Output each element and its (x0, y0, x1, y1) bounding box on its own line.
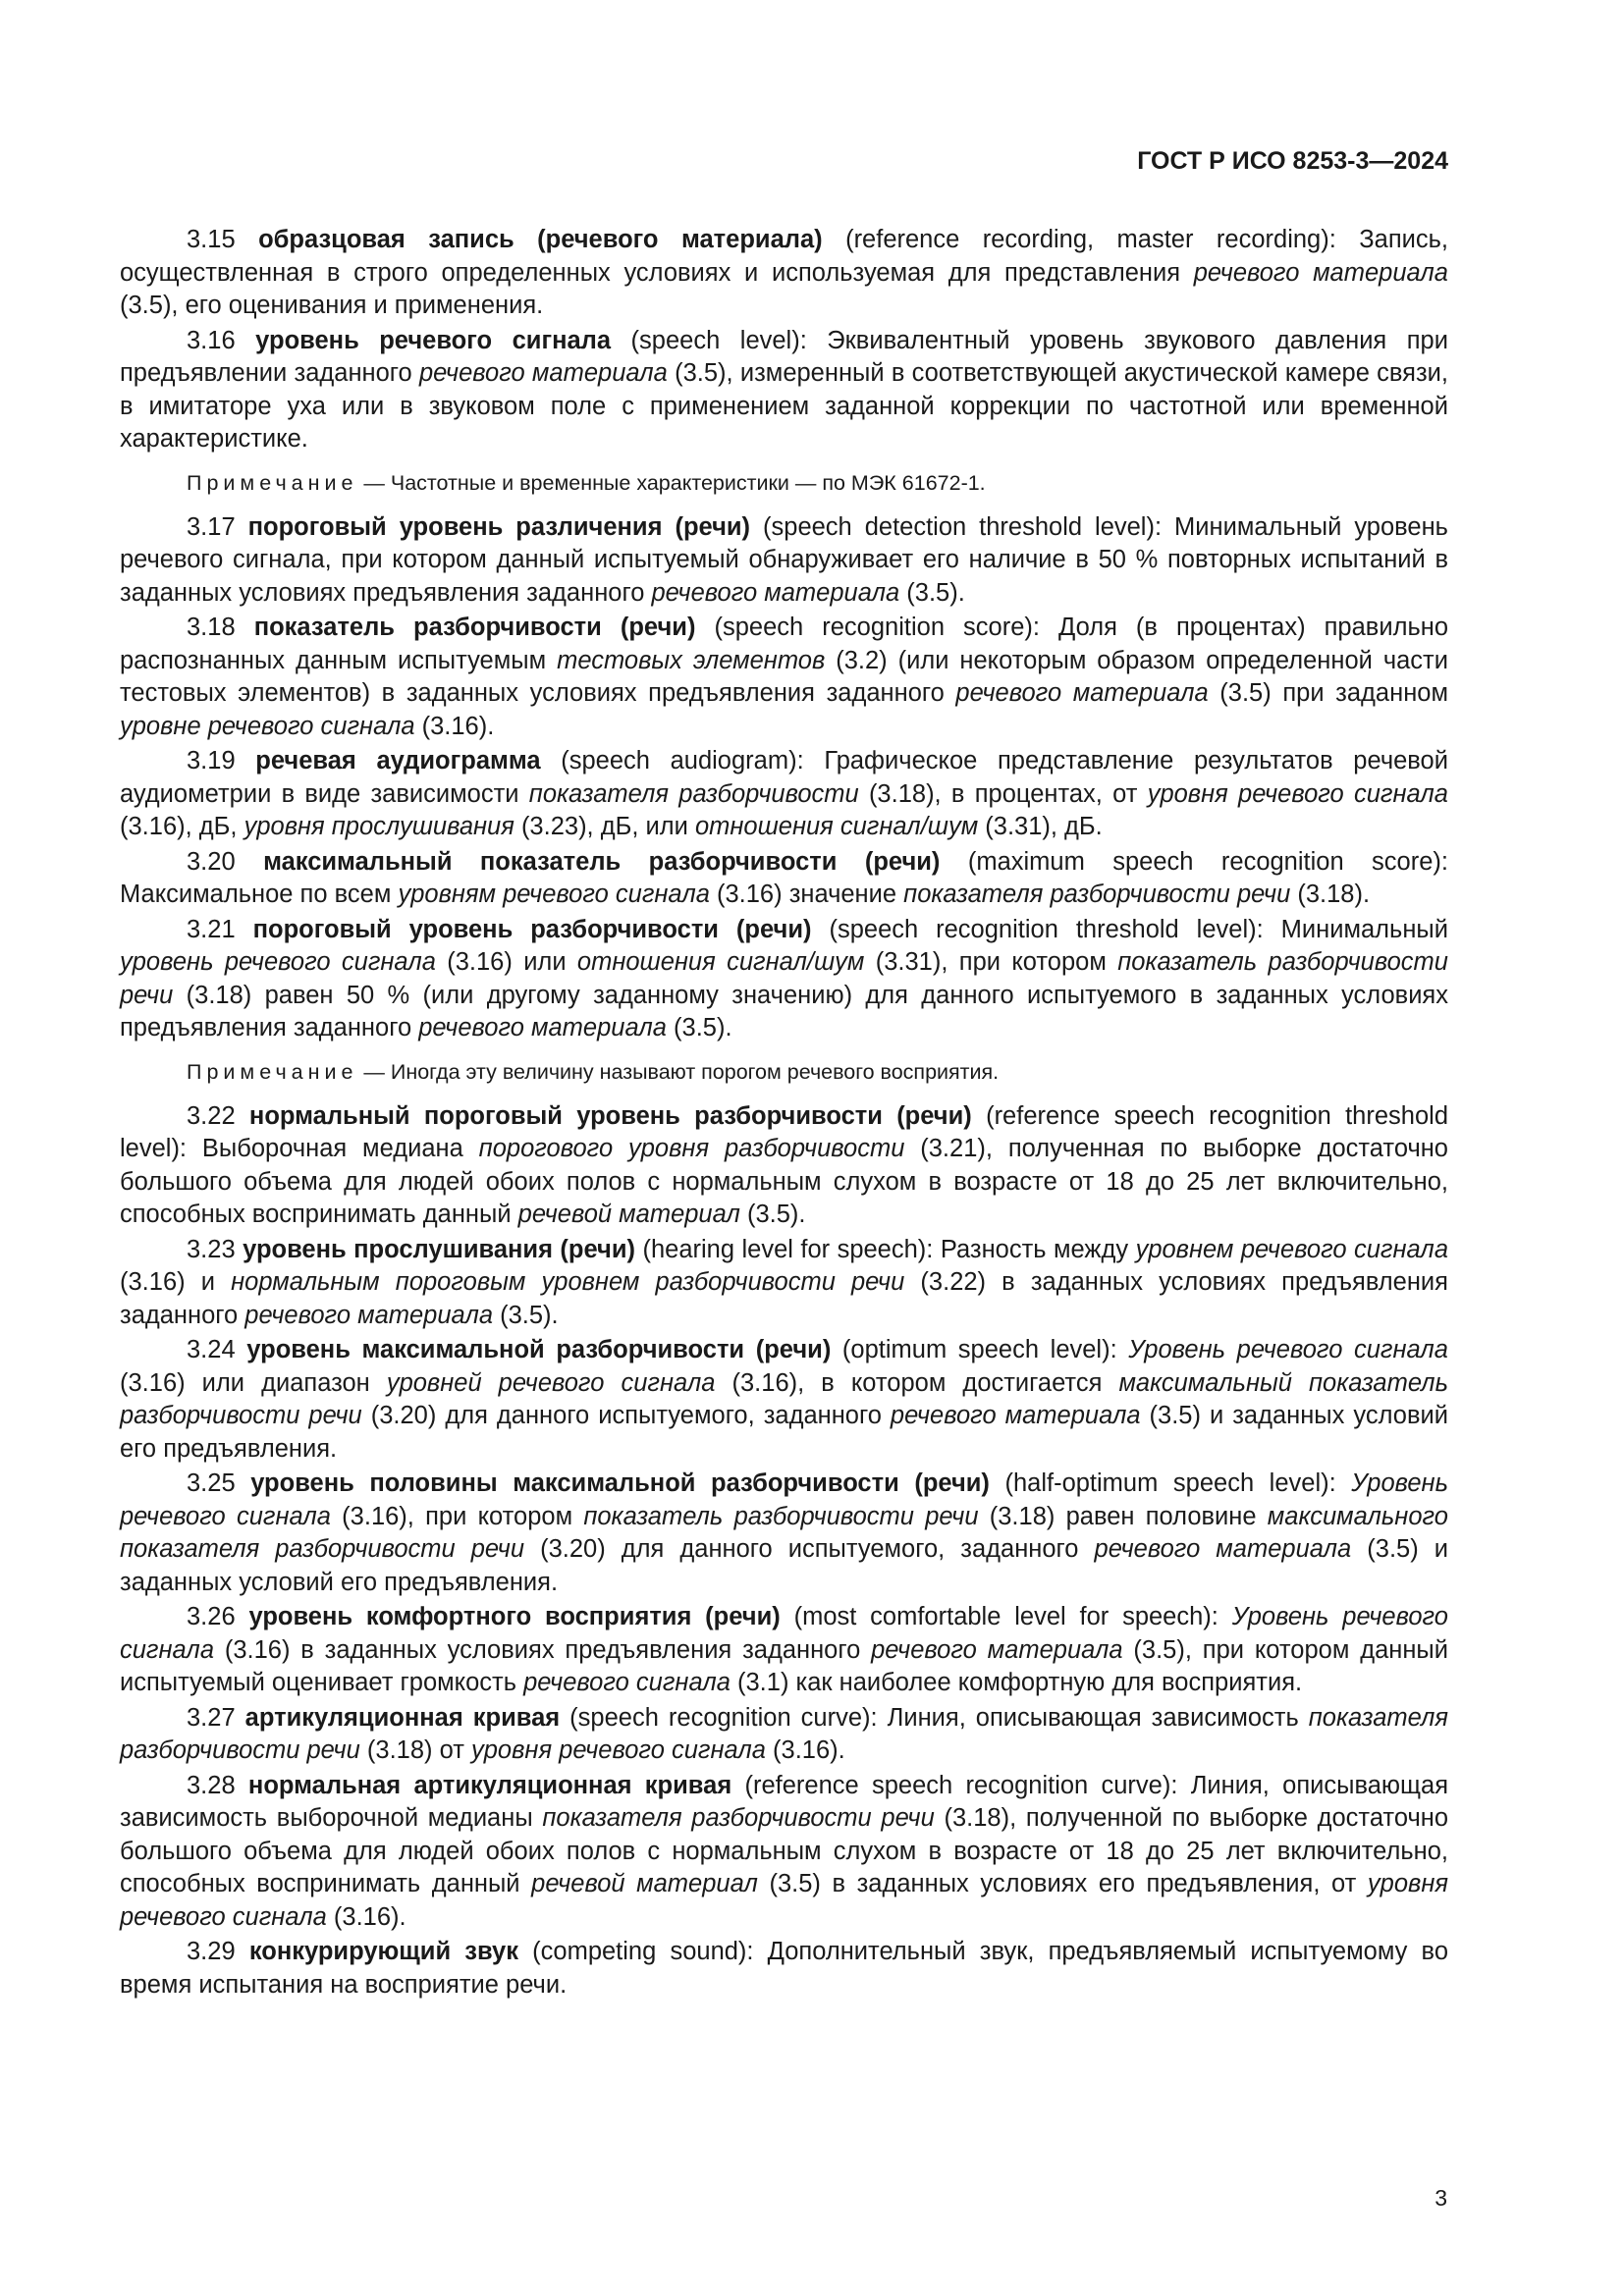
term-definition (120, 1334, 1448, 1466)
definition-text: (3.18) равен половине (978, 1502, 1268, 1530)
term-definition (120, 846, 1448, 912)
definition-text: (3.2) (или некоторым образом определенной части тестовых элементов) в заданных условиях предъявления заданного (120, 646, 1448, 707)
term-name: нормальная артикуляционная кривая (247, 1771, 732, 1799)
definition-text: (3.16) и (120, 1268, 232, 1296)
term-reference: показателя разборчивости речи (542, 1804, 935, 1832)
definition-text: (speech recognition threshold level): Минимальный (811, 915, 1448, 943)
term-reference: речевого материала (955, 679, 1209, 707)
note-text: — Частотные и временные характеристики — по МЭК 61672-1. (357, 470, 986, 495)
definition-text: (3.5). (666, 1014, 732, 1041)
term-reference: речевого материала (871, 1635, 1123, 1664)
definition-text: (3.5), измеренный в соответствующей акустической камере связи, в имитаторе уха или в звуковом поле с применением заданной коррекции по частотной или временной характеристике. (120, 359, 1448, 453)
term-name: нормальный пороговый уровень разборчивости (речи) (248, 1101, 972, 1130)
term-reference: речевого сигнала (523, 1669, 731, 1696)
definition-text: (speech level): Эквивалентный уровень звукового давления при предъявлении заданного (120, 326, 1448, 387)
term-definition (120, 1234, 1448, 1333)
definition-text: (3.18), полученной по выборке достаточно большого объема для людей обоих полов с нормальным слухом в возрасте от 18 до 25 лет включительно, способных воспринимать данный (120, 1804, 1449, 1897)
definition-text: (3.16) значение (709, 881, 904, 908)
note-paragraph (120, 1057, 1448, 1087)
term-reference: максимального показателя разборчивости речи (120, 1502, 1448, 1563)
term-reference: речевого материала (418, 1014, 667, 1041)
term-number: 3.27 (187, 1703, 236, 1732)
term-reference: максимальный показатель разборчивости речи (120, 1368, 1448, 1429)
term-reference: порогового уровня разборчивости (478, 1135, 905, 1162)
note-label: Примечание (187, 1059, 358, 1084)
definition-text: (speech recognition curve): Линия, описывающая зависимость (560, 1703, 1309, 1732)
term-reference: показатель разборчивости речи (583, 1502, 979, 1530)
note-paragraph (120, 468, 1448, 498)
term-number: 3.19 (187, 747, 236, 774)
term-reference: речевого материала (890, 1402, 1141, 1429)
definition-text: (3.18) равен 50 % (или другому заданному значению) для данного испытуемого в заданных условиях предъявления заданного (120, 981, 1448, 1041)
term-name: пороговый уровень различения (речи) (247, 512, 751, 541)
term-reference: нормальным пороговым уровнем разборчивости речи (231, 1268, 905, 1296)
definition-text: (competing sound): Дополнительный звук, предъявляемый испытуемому во время испытания на восприятие речи. (120, 1938, 1448, 1999)
term-reference: уровней речевого сигнала (386, 1368, 716, 1397)
definition-text: (3.16), в котором достигается (715, 1368, 1119, 1397)
definition-text: (reference speech recognition curve): Линия, описывающая зависимость выборочной медианы (120, 1771, 1449, 1832)
definition-text: (half-optimum speech level): (989, 1469, 1352, 1497)
definition-text: (3.23), дБ, или (514, 813, 695, 840)
term-name: речевая аудиограмма (255, 747, 541, 774)
term-reference: Уровень речевого сигнала (120, 1603, 1448, 1664)
definition-text: (3.16) или (435, 948, 577, 976)
definition-text: (reference recording, master recording): Запись, осуществленная в строго определенных условиях и используемая для представления (120, 226, 1448, 287)
term-name: уровень речевого сигнала (255, 326, 612, 354)
term-reference: показателя разборчивости речи (120, 1703, 1448, 1764)
term-definition (120, 914, 1448, 1045)
term-reference: речевого материала (418, 359, 668, 387)
term-number: 3.24 (187, 1336, 236, 1363)
definition-text: (3.5). (493, 1301, 559, 1329)
definition-text: (3.1) как наиболее комфортную для восприятия. (730, 1669, 1303, 1696)
definition-text: (3.20) для данного испытуемого, заданного (524, 1535, 1095, 1563)
definition-text: (reference speech recognition threshold level): Выборочная медиана (120, 1101, 1449, 1162)
definition-text: (optimum speech level): (831, 1336, 1129, 1363)
term-number: 3.15 (187, 226, 236, 253)
term-number: 3.29 (187, 1938, 236, 1965)
term-number: 3.17 (187, 512, 236, 541)
term-number: 3.23 (187, 1235, 236, 1263)
term-definition (120, 1601, 1448, 1700)
term-number: 3.28 (187, 1771, 236, 1799)
definition-text: (maximum speech recognition score): Максимальное по всем (120, 847, 1448, 908)
term-reference: Уровень речевого сигнала (1128, 1336, 1448, 1363)
term-number: 3.20 (187, 847, 236, 876)
definition-text: (3.31), при котором (864, 948, 1118, 976)
definition-text: (3.5) при заданном (1208, 679, 1448, 707)
term-name: пороговый уровень разборчивости (речи) (252, 915, 812, 943)
term-name: артикуляционная кривая (244, 1703, 561, 1732)
term-reference: уровня речевого сигнала (471, 1736, 766, 1764)
term-reference: уровня речевого сигнала (1147, 779, 1448, 808)
term-name: образцовая запись (речевого материала) (258, 226, 823, 253)
term-number: 3.16 (187, 326, 236, 354)
term-definition (120, 1702, 1448, 1768)
definition-text: (3.16), при котором (330, 1502, 584, 1530)
term-reference: уровня речевого сигнала (120, 1870, 1448, 1931)
definition-text: (3.16). (765, 1736, 845, 1764)
term-reference: речевой материал (517, 1201, 740, 1228)
definition-text: (3.5) и заданных условий его предъявления. (120, 1402, 1448, 1463)
term-definition (120, 224, 1448, 323)
term-reference: показателя разборчивости речи (903, 881, 1291, 908)
definition-text: (3.21), полученная по выборке достаточно большого объема для людей обоих полов с нормальным слухом в возрасте от 18 до 25 лет включительно, способных воспринимать данный (120, 1135, 1448, 1228)
term-reference: отношения сигнал/шум (694, 813, 979, 840)
term-reference: речевого материала (1094, 1535, 1352, 1563)
term-name: уровень максимальной разборчивости (речи) (246, 1336, 832, 1363)
definition-text: (most comfortable level for speech): (780, 1603, 1232, 1630)
definition-text: (speech recognition score): Доля (в процентах) правильно распознанных данным испытуемым (120, 614, 1448, 674)
definition-text: (3.16), дБ, (120, 813, 244, 840)
definition-text: (3.18) от (359, 1736, 471, 1764)
term-definition (120, 325, 1448, 456)
note-text: — Иногда эту величину называют порогом речевого восприятия. (357, 1059, 1000, 1084)
term-reference: тестовых элементов (557, 646, 826, 674)
page-number: 3 (1435, 2185, 1447, 2211)
term-number: 3.21 (187, 915, 236, 943)
term-definition (120, 511, 1448, 611)
term-reference: речевого материала (651, 578, 900, 607)
definition-text: (3.5). (899, 578, 965, 607)
term-definition (120, 1468, 1448, 1599)
definition-text: (3.5). (739, 1201, 806, 1228)
definition-text: (speech audiogram): Графическое представление результатов речевой аудиометрии в виде зависимости (120, 747, 1448, 808)
term-reference: показателя разборчивости (528, 779, 859, 808)
definition-text: (3.20) для данного испытуемого, заданного (361, 1402, 891, 1429)
term-name: уровень прослушивания (речи) (243, 1235, 636, 1263)
definition-text: (3.16) или диапазон (120, 1368, 387, 1397)
term-reference: речевого материала (1193, 258, 1448, 287)
definition-text: (3.5) и заданных условий его предъявления. (120, 1535, 1448, 1596)
term-reference: уровня прослушивания (244, 813, 514, 840)
definition-text: (3.18). (1290, 881, 1371, 908)
term-reference: уровнем речевого сигнала (1135, 1235, 1449, 1263)
note-label: Примечание (187, 470, 358, 495)
term-definition (120, 745, 1448, 844)
term-definition (120, 1100, 1448, 1232)
term-name: максимальный показатель разборчивости (речи) (263, 847, 941, 876)
term-reference: уровне речевого сигнала (120, 712, 415, 740)
definition-text: (3.31), дБ. (978, 813, 1103, 840)
definition-text: (3.5), его оценивания и применения. (120, 292, 544, 319)
document-code-header: ГОСТ Р ИСО 8253-3—2024 (1137, 147, 1448, 175)
definition-text: (3.16). (414, 712, 495, 740)
definition-text: (3.22) в заданных условиях предъявления заданного (120, 1268, 1448, 1329)
term-reference: показатель разборчивости речи (120, 948, 1448, 1009)
term-number: 3.25 (187, 1469, 236, 1497)
term-number: 3.22 (187, 1101, 236, 1130)
document-body (120, 224, 1448, 2003)
term-name: уровень комфортного восприятия (речи) (248, 1603, 781, 1630)
term-definition (120, 612, 1448, 743)
term-reference: уровням речевого сигнала (398, 881, 710, 908)
term-number: 3.18 (187, 614, 236, 641)
term-definition (120, 1936, 1448, 2002)
definition-text: (3.16) в заданных условиях предъявления заданного (214, 1635, 872, 1664)
definition-text: (3.5), при котором данный испытуемый оценивает громкость (120, 1635, 1449, 1696)
term-definition (120, 1770, 1448, 1935)
term-name: показатель разборчивости (речи) (253, 614, 696, 641)
term-name: уровень половины максимальной разборчивости (речи) (250, 1469, 990, 1497)
definition-text: (3.5) в заданных условиях его предъявления, от (757, 1870, 1368, 1897)
term-number: 3.26 (187, 1603, 236, 1630)
term-name: конкурирующий звук (248, 1938, 518, 1965)
term-reference: отношения сигнал/шум (576, 948, 865, 976)
term-reference: речевой материал (531, 1870, 758, 1897)
definition-text: (3.16). (326, 1902, 406, 1931)
term-reference: Уровень речевого сигнала (120, 1469, 1449, 1530)
definition-text: (speech detection threshold level): Минимальный уровень речевого сигнала, при котором данный испытуемый обнаруживает его наличие в 50 % повторных испытаний в заданных условиях предъявления заданного (120, 512, 1448, 607)
definition-text: (hearing level for speech): Разность между (635, 1235, 1136, 1263)
term-reference: уровень речевого сигнала (120, 948, 436, 976)
definition-text: (3.18), в процентах, от (858, 779, 1148, 808)
term-reference: речевого материала (244, 1301, 494, 1329)
